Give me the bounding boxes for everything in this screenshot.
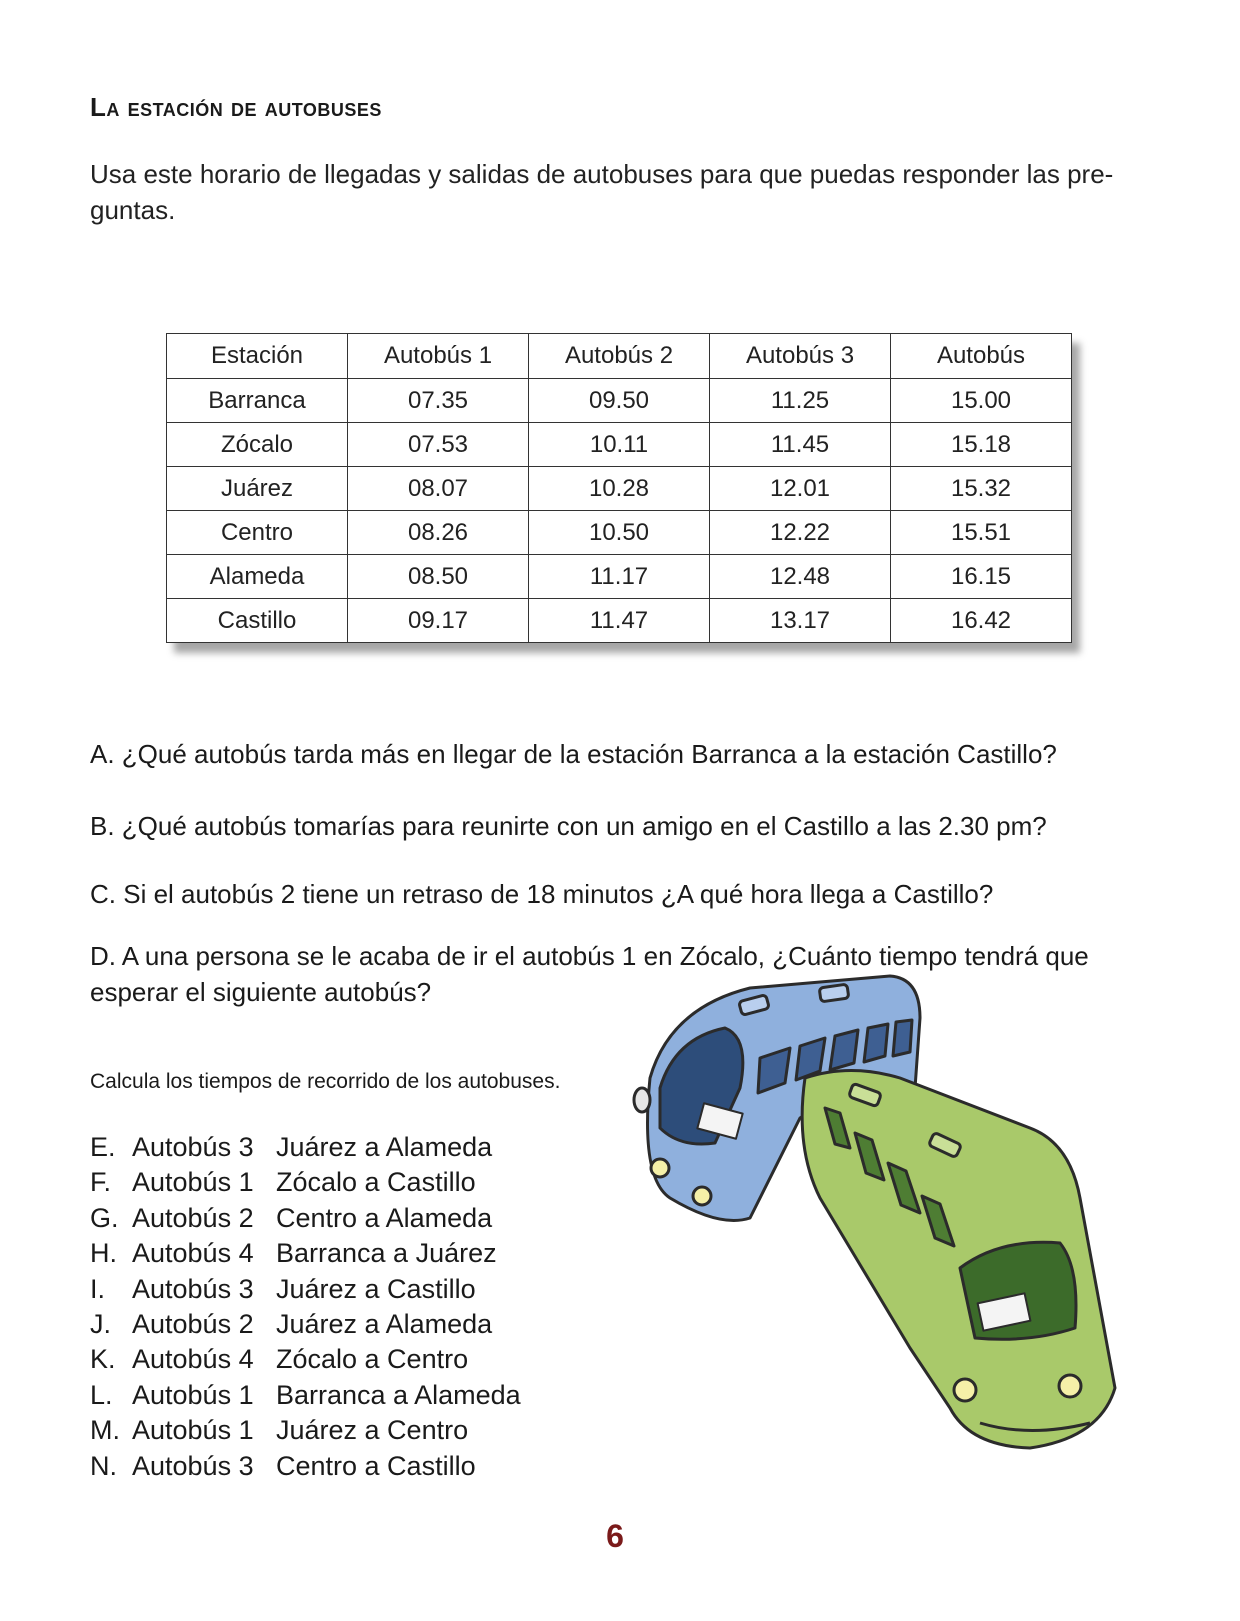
table-cell: 08.50 [348,555,529,599]
task-bus: Autobús 3 [132,1450,254,1481]
header-bus-2: Autobús 2 [529,334,710,379]
table-cell: Zócalo [167,423,348,467]
table-cell: 15.18 [891,423,1072,467]
question-a: A. ¿Qué autobús tarda más en llegar de la estación Barranca a la estación Castillo? [90,739,1057,769]
intro-text [90,156,1150,228]
table-row [167,423,1072,467]
table-header-row [167,334,1072,379]
list-item [90,1201,521,1236]
intro-line-1: Usa este horario de llegadas y salidas de autobuses para que puedas responder las pre- [90,159,1114,189]
header-bus-3: Autobús 3 [710,334,891,379]
task-bus: Autobús 4 [132,1344,254,1375]
task-route: Juárez a Alameda [276,1132,493,1162]
task-route: Barranca a Alameda [276,1379,521,1410]
table-row [167,599,1072,643]
calc-heading: Calcula los tiempos de recorrido de los autobuses. [90,1070,561,1093]
table-row [167,467,1072,511]
task-bus: Autobús 3 [132,1132,254,1162]
table-cell: 12.22 [710,511,891,555]
table-cell: 08.26 [348,511,529,555]
task-bus: Autobús 4 [132,1238,254,1269]
table-cell: Barranca [167,379,348,423]
table-cell: 10.28 [529,467,710,511]
schedule-table [166,333,1072,643]
table-cell: 10.11 [529,423,710,467]
table-cell: 15.32 [891,467,1072,511]
task-bus: Autobús 2 [132,1202,254,1233]
table-row [167,555,1072,599]
table-cell: 08.07 [348,467,529,511]
table-cell: 11.45 [710,423,891,467]
task-list [90,1130,521,1484]
table-cell: Castillo [167,599,348,643]
header-station: Estación [167,334,348,379]
table-cell: Alameda [167,555,348,599]
table-cell: 12.48 [710,555,891,599]
table-cell: 13.17 [710,599,891,643]
buses-illustration [630,968,1150,1468]
list-item [90,1378,521,1413]
header-bus-4: Autobús [891,334,1072,379]
question-b: B. ¿Qué autobús tomarías para reunirte con un amigo en el Castillo a las 2.30 pm? [90,811,1047,841]
list-item [90,1342,521,1377]
task-route: Zócalo a Castillo [276,1167,476,1198]
page-title: La estación de autobuses [90,92,382,122]
green-bus-icon [802,1071,1115,1449]
list-item [90,1413,521,1448]
task-letter: M. [90,1415,120,1446]
table-cell: 15.51 [891,511,1072,555]
table-cell: 09.50 [529,379,710,423]
page-number: 6 [606,1518,624,1554]
table-cell: 12.01 [710,467,891,511]
table-cell: 11.25 [710,379,891,423]
table-cell: 07.53 [348,423,529,467]
task-route: Centro a Alameda [276,1202,493,1233]
table-cell: 16.15 [891,555,1072,599]
task-letter: I. [90,1273,106,1304]
task-letter: G. [90,1202,119,1233]
list-item [90,1236,521,1271]
task-letter: K. [90,1344,116,1375]
list-item [90,1165,521,1200]
task-letter: H. [90,1238,117,1269]
table-cell: 11.47 [529,599,710,643]
table-cell: 15.00 [891,379,1072,423]
table-row [167,511,1072,555]
task-route: Juárez a Alameda [276,1308,493,1339]
task-route: Barranca a Juárez [276,1238,497,1269]
table-row [167,379,1072,423]
schedule-table-wrapper [166,333,1072,643]
task-letter: F. [90,1167,112,1198]
task-route: Zócalo a Centro [276,1344,469,1375]
question-d-line-1: D. A una persona se le acaba de ir el autobús 1 en Zócalo, ¿Cuánto tiempo tendrá que [90,941,1089,971]
intro-line-2: guntas. [90,195,176,225]
task-bus: Autobús 1 [132,1167,254,1198]
header-bus-1: Autobús 1 [348,334,529,379]
task-letter: L. [90,1379,113,1410]
task-letter: J. [90,1308,112,1339]
table-cell: Juárez [167,467,348,511]
task-route: Juárez a Castillo [276,1273,476,1304]
list-item [90,1272,521,1307]
question-c: C. Si el autobús 2 tiene un retraso de 18 minutos ¿A qué hora llega a Castillo? [90,879,994,909]
list-item [90,1449,521,1484]
task-bus: Autobús 1 [132,1415,254,1446]
list-item [90,1307,521,1342]
task-bus: Autobús 1 [132,1379,254,1410]
question-d-line-2: esperar el siguiente autobús? [90,977,432,1007]
table-cell: Centro [167,511,348,555]
table-cell: 09.17 [348,599,529,643]
task-bus: Autobús 3 [132,1273,254,1304]
table-cell: 16.42 [891,599,1072,643]
list-item [90,1130,521,1165]
task-route: Centro a Castillo [276,1450,476,1481]
table-cell: 11.17 [529,555,710,599]
task-letter: E. [90,1132,116,1162]
table-cell: 07.35 [348,379,529,423]
task-letter: N. [90,1450,117,1481]
task-route: Juárez a Centro [276,1415,469,1446]
table-cell: 10.50 [529,511,710,555]
task-bus: Autobús 2 [132,1308,254,1339]
